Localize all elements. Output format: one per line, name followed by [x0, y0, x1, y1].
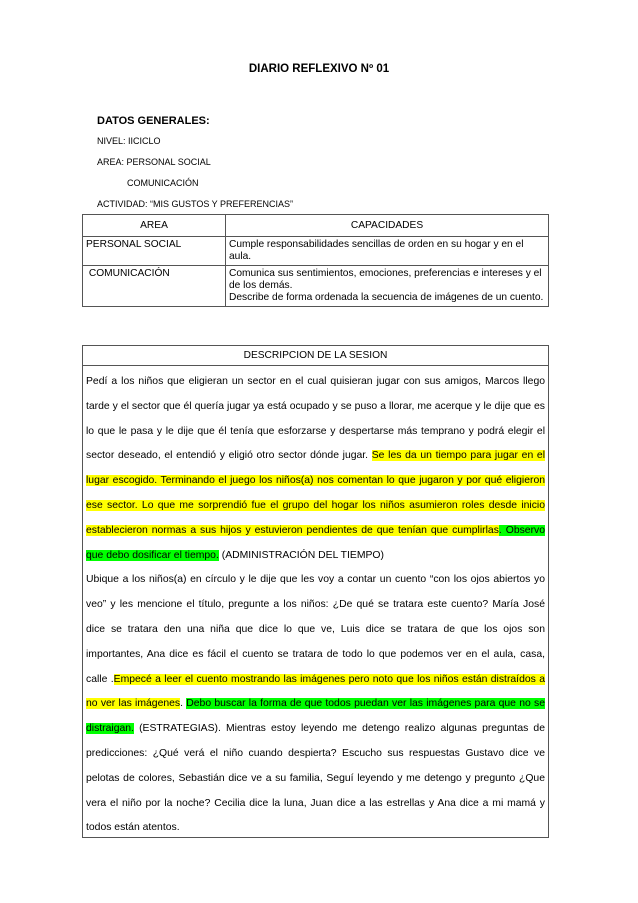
header-capacidades: CAPACIDADES	[226, 215, 549, 237]
document-title: DIARIO REFLEXIVO Nº 01	[248, 63, 390, 75]
row-capacidades	[226, 266, 549, 307]
sesion-box	[82, 345, 549, 838]
capacidades-table	[82, 214, 549, 307]
capacidad-text: Describe de forma ordenada la secuencia de imágenes de un cuento.	[229, 292, 544, 303]
row-area: PERSONAL SOCIAL	[83, 237, 226, 266]
datos-generales	[97, 115, 293, 220]
capacidades-header-row	[83, 215, 549, 237]
row-area: COMUNICACIÓN	[83, 266, 226, 307]
sesion-text: .	[180, 698, 187, 710]
nivel-line: NIVEL: IICICLO	[97, 136, 161, 146]
sesion-body	[83, 366, 548, 841]
area-line-2: COMUNICACIÓN	[127, 178, 199, 188]
sesion-highlight-yellow: Se les da un tiempo para jugar en el lugar escogido. Terminando el juego los niños(a) nos comentan lo que jugaron y por qué eligieron ese sector. Lo que me sorprendió fue el grupo del hogar los niños asumieron roles desde inicio establecieron normas a sus hijos y estuvieron pendientes de que tenían que cumplirlas	[86, 450, 546, 536]
header-area: AREA	[83, 215, 226, 237]
table-row	[83, 266, 549, 307]
sesion-text: Pedí a los niños que eligieran un sector en el cual quisieran jugar con sus amigos, Marcos llego tarde y el sector que él quería jugar ya está ocupado y se puso a llorar, me acerque y le dije que es lo que le pasa y le dije que él tenía que esforzarse y despertarse más temprano y podrá elegir el sector deseado, el entendió y eligió otro sector dónde jugar.	[86, 376, 545, 462]
capacidad-text: Cumple responsabilidades sencillas de orden en su hogar y en el aula.	[229, 239, 524, 262]
sesion-text: (ADMINISTRACIÓN DEL TIEMPO)	[218, 549, 384, 561]
table-row	[83, 237, 549, 266]
sesion-text: Ubique a los niños(a) en círculo y le dije que les voy a contar un cuento “con los ojos abiertos yo veo” y les mencione el título, pregunte a los niños: ¿De qué se tratara este cuento? María José dice se tratara den una niña que dice lo que ve, Luis dice se tratara de que los ojos son importantes, Ana dice es fácil el cuento se tratara de todo lo que podemos ver en el aula, casa, calle .	[86, 574, 545, 685]
row-capacidades	[226, 237, 549, 266]
sesion-text: (ESTRATEGIAS). Mientras estoy leyendo me detengo realizo algunas preguntas de predicciones: ¿Qué verá el niño cuando despierta? Escucho sus respuestas Gustavo dice ve pelotas de colores, Sebastián dice ve a su familia, Seguí leyendo y me detengo y pregunto ¿Que vera el niño por la noche? Cecilia dice la luna, Juan dice a las estrellas y Ana dice a mi mamá y todos están atentos.	[86, 723, 545, 834]
actividad-line: ACTIVIDAD: “MIS GUSTOS Y PREFERENCIAS”	[97, 199, 294, 209]
sesion-highlight-green: . Observo que debo dosificar el tiempo.	[86, 524, 546, 561]
area-line: AREA: PERSONAL SOCIAL	[97, 157, 211, 167]
sesion-highlight-green: Debo buscar la forma de que todos puedan ver las imágenes para que no se distraigan.	[86, 698, 545, 735]
datos-generales-heading: DATOS GENERALES:	[97, 115, 210, 127]
sesion-highlight-yellow: Empecé a leer el cuento mostrando las imágenes pero noto que los niños están distraídos a no ver las imágenes	[86, 673, 545, 710]
sesion-heading: DESCRIPCION DE LA SESION	[83, 346, 548, 366]
capacidad-text: Comunica sus sentimientos, emociones, preferencias e intereses y el de los demás.	[229, 268, 542, 291]
